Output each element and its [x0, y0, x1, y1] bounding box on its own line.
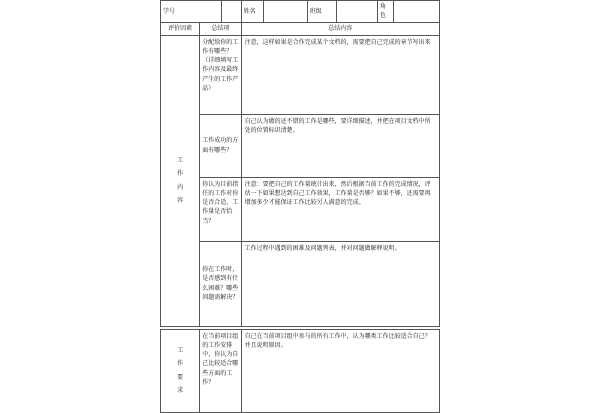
category-work-content [161, 35, 200, 326]
category-char: 作 [177, 360, 184, 368]
summary-item-header: 总结项 [200, 22, 241, 35]
summary-content-header: 总结内容 [241, 22, 439, 35]
table-row [161, 35, 440, 114]
table-row [161, 114, 440, 177]
name-label: 姓名 [241, 1, 264, 23]
subheader-row [161, 22, 440, 35]
category-char: 工 [177, 347, 184, 355]
summary-item-workload: 你认为目前指任的工作对你是否合适，工作量是否恰当？ [200, 177, 241, 241]
summary-content-workload[interactable]: 注意：要把自己的工作量统计出来，然后根据当前工作的完成情况，评估一下如果想达到自己工作效果，工作量是否够？如果不够，还需要再增加多少才能保证工作比较另人满意的完成。 [241, 177, 439, 241]
category-char: 内 [177, 183, 184, 191]
class-field[interactable] [336, 1, 377, 23]
role-label: 角色 [377, 1, 394, 23]
summary-item-assigned-work: 分配给你的工作有哪些？（详细填写工作内容及最终产生的工作产品） [200, 35, 241, 114]
category-char: 工 [177, 157, 184, 165]
role-field[interactable] [394, 1, 440, 23]
category-char: 要 [177, 373, 184, 381]
category-char: 求 [177, 386, 184, 394]
header-row [161, 1, 440, 23]
category-char: 作 [177, 170, 184, 178]
table-row [161, 177, 440, 241]
summary-content-suitable-work[interactable]: 自己在当前项目组中参与的所有工作中，认为哪类工作比较适合自己？并且说明原因。 [241, 329, 439, 412]
evaluation-table [160, 0, 440, 413]
factor-header: 评价因素 [161, 22, 200, 35]
name-field[interactable] [264, 1, 307, 23]
category-char: 容 [177, 196, 184, 204]
summary-content-difficulties[interactable]: 工作过程中遇到的困难及问题列表，并对问题做解释说明。 [241, 241, 439, 326]
summary-item-difficulties: 你在工作时，是否感到有什么困难？哪些问题需解决？ [200, 241, 241, 326]
summary-item-successes: 工作成功的方面有哪些？ [200, 114, 241, 177]
class-label: 班级 [307, 1, 336, 23]
student-id-label: 学号 [161, 1, 222, 23]
summary-item-suitable-work: 在当前项目组的工作安排中，你认为自己比较适合哪些方面的工作？ [200, 329, 241, 412]
student-id-field[interactable] [221, 1, 241, 23]
table-row [161, 241, 440, 326]
summary-content-successes[interactable]: 自己认为做的还不错的工作是哪些，要详细描述，并把在项目文档中所处的位置标识清楚。 [241, 114, 439, 177]
summary-content-assigned-work[interactable]: 注意，这样如果是合作完成某个文档的，需要把自己完成的章节写出来 [241, 35, 439, 114]
